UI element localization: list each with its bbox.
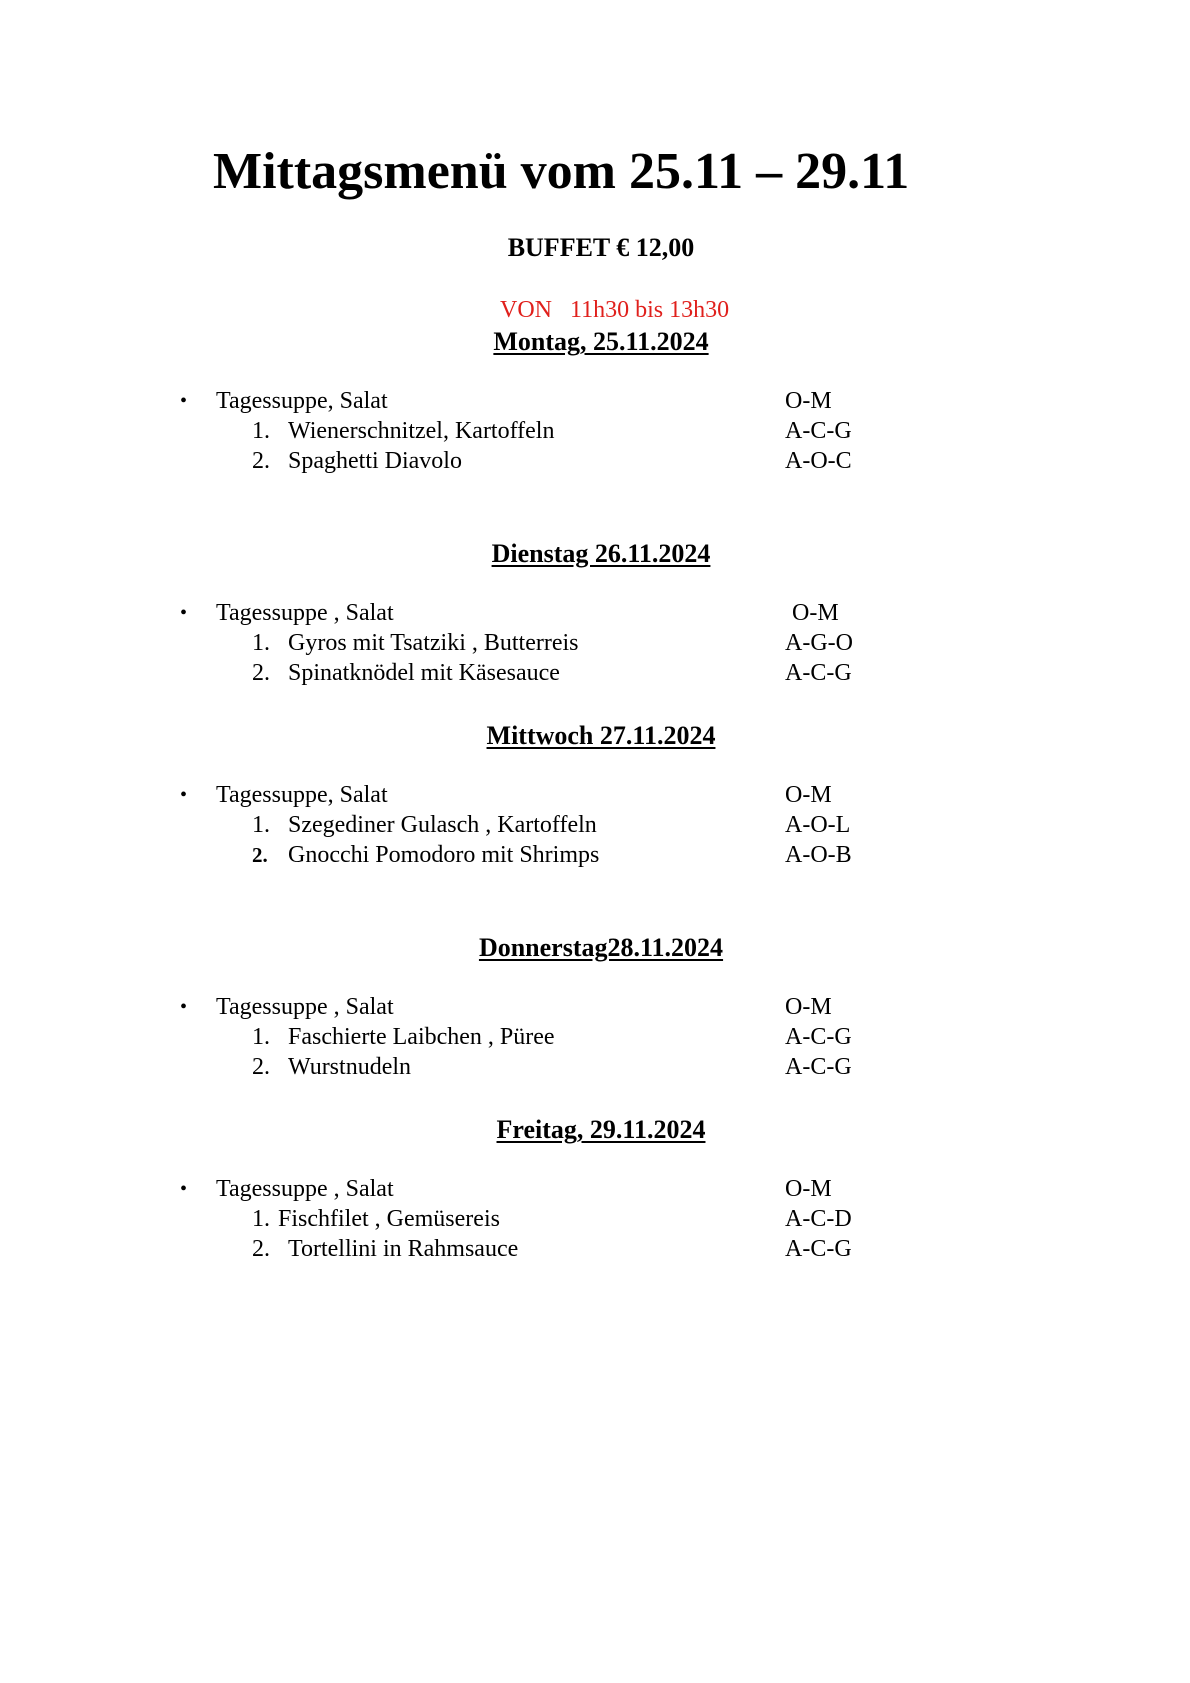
allergen-code: A-G-O (785, 630, 853, 656)
soup-row-freitag (0, 1174, 1190, 1204)
dish-row-mittwoch-2 (0, 840, 1190, 870)
allergen-code: A-C-G (785, 660, 852, 686)
soup-label: Tagessuppe , Salat (216, 600, 394, 626)
soup-row-dienstag (0, 598, 1190, 628)
buffet-price: BUFFET € 12,00 (507, 233, 695, 262)
dish-number: 1. (252, 418, 270, 444)
day-heading-donnerstag: Donnerstag28.11.2024 (478, 933, 724, 962)
dish-label: Spaghetti Diavolo (288, 448, 462, 474)
dish-label: Spinatknödel mit Käsesauce (288, 660, 560, 686)
allergen-code: A-C-D (785, 1206, 852, 1232)
bullet-icon: • (180, 996, 188, 1018)
dish-label: Wienerschnitzel, Kartoffeln (288, 418, 555, 444)
dish-row-dienstag-1 (0, 628, 1190, 658)
soup-row-montag (0, 386, 1190, 416)
allergen-code: A-C-G (785, 1054, 852, 1080)
day-heading-montag: Montag, 25.11.2024 (493, 327, 709, 356)
allergen-code: A-C-G (785, 418, 852, 444)
bullet-icon: • (180, 1178, 188, 1200)
dish-row-mittwoch-1 (0, 810, 1190, 840)
day-heading-dienstag: Dienstag 26.11.2024 (491, 539, 711, 568)
dish-number: 1. (252, 1206, 270, 1232)
allergen-code: O-M (785, 1176, 832, 1202)
dish-row-donnerstag-2 (0, 1052, 1190, 1082)
dish-label: Gyros mit Tsatziki , Butterreis (288, 630, 579, 656)
dish-row-dienstag-2 (0, 658, 1190, 688)
allergen-code: A-C-G (785, 1236, 852, 1262)
dish-number: 2. (252, 660, 270, 686)
dish-number: 1. (252, 630, 270, 656)
dish-label: Szegediner Gulasch , Kartoffeln (288, 812, 597, 838)
dish-number: 2. (252, 1054, 270, 1080)
day-heading-mittwoch: Mittwoch 27.11.2024 (486, 721, 716, 750)
soup-row-mittwoch (0, 780, 1190, 810)
allergen-code: O-M (785, 388, 832, 414)
page-title: Mittagsmenü vom 25.11 – 29.11 (213, 143, 910, 200)
dish-label: Tortellini in Rahmsauce (288, 1236, 519, 1262)
dish-row-freitag-2 (0, 1234, 1190, 1264)
soup-label: Tagessuppe, Salat (216, 782, 388, 808)
dish-label: Wurstnudeln (288, 1054, 412, 1080)
dish-number: 2. (252, 843, 268, 867)
dish-number: 1. (252, 812, 270, 838)
allergen-code: A-O-B (785, 842, 852, 868)
day-heading-freitag: Freitag, 29.11.2024 (496, 1115, 706, 1144)
allergen-code: A-O-C (785, 448, 852, 474)
allergen-code: A-C-G (785, 1024, 852, 1050)
dish-row-montag-2 (0, 446, 1190, 476)
dish-label: Faschierte Laibchen , Püree (288, 1024, 555, 1050)
allergen-code: O-M (792, 600, 839, 626)
soup-label: Tagessuppe , Salat (216, 1176, 394, 1202)
soup-label: Tagessuppe , Salat (216, 994, 394, 1020)
bullet-icon: • (180, 390, 188, 412)
opening-hours: VON 11h30 bis 13h30 (500, 297, 730, 323)
dish-label: Gnocchi Pomodoro mit Shrimps (288, 842, 600, 868)
dish-row-freitag-1 (0, 1204, 1190, 1234)
soup-row-donnerstag (0, 992, 1190, 1022)
dish-row-donnerstag-1 (0, 1022, 1190, 1052)
dish-number: 2. (252, 448, 270, 474)
allergen-code: O-M (785, 782, 832, 808)
dish-row-montag-1 (0, 416, 1190, 446)
dish-number: 2. (252, 1236, 270, 1262)
allergen-code: O-M (785, 994, 832, 1020)
bullet-icon: • (180, 784, 188, 806)
allergen-code: A-O-L (785, 812, 851, 838)
soup-label: Tagessuppe, Salat (216, 388, 388, 414)
dish-label: Fischfilet , Gemüsereis (278, 1206, 500, 1232)
dish-number: 1. (252, 1024, 270, 1050)
bullet-icon: • (180, 602, 188, 624)
